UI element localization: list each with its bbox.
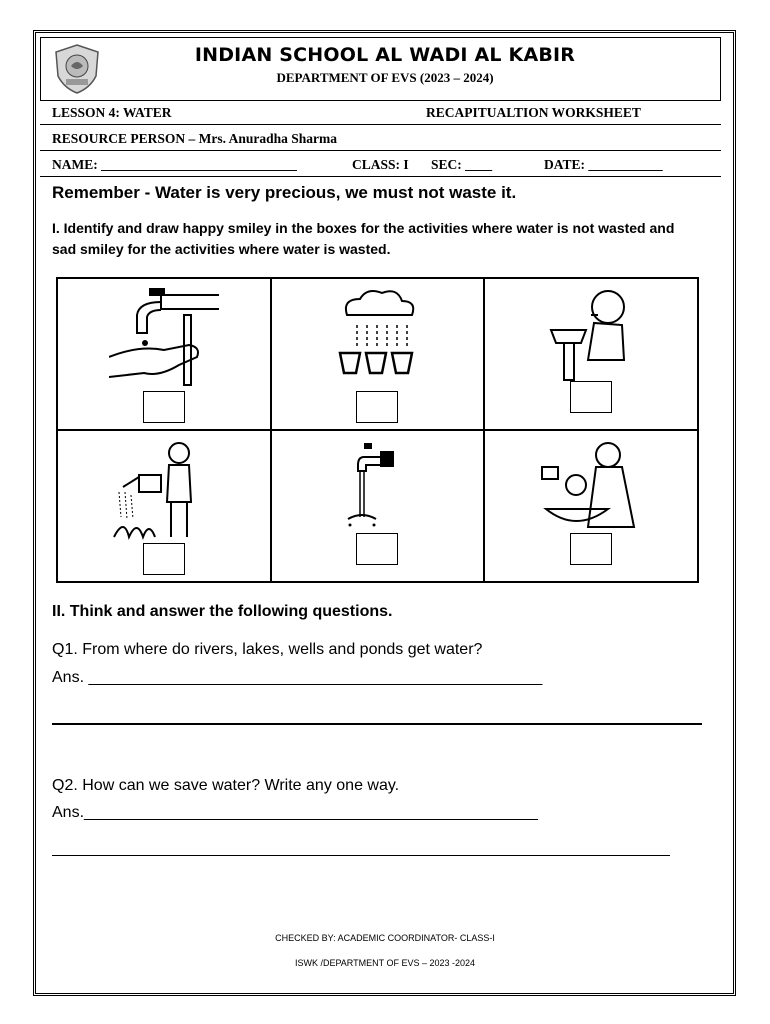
answer-2-line[interactable] <box>52 855 670 856</box>
resource-person: RESOURCE PERSON – Mrs. Anuradha Sharma <box>52 131 338 146</box>
hand-washing-tap-icon <box>109 285 219 390</box>
activity-cell <box>271 430 485 582</box>
divider <box>40 150 721 151</box>
activity-cell <box>484 278 698 430</box>
section2-title: II. Think and answer the following questions. <box>52 603 393 620</box>
answer-box[interactable] <box>143 543 185 575</box>
answer-1-line[interactable] <box>52 723 702 725</box>
answer-box[interactable] <box>570 533 612 565</box>
mother-bathing-child-icon <box>536 437 646 537</box>
divider <box>40 176 721 177</box>
running-tap-icon <box>322 437 432 537</box>
activity-cell <box>271 278 485 430</box>
answer-1-field[interactable]: Ans. ___________________________________________________ <box>52 669 543 686</box>
worksheet-type: RECAPITUALTION WORKSHEET <box>426 105 641 120</box>
department-title: DEPARTMENT OF EVS (2023 – 2024) <box>276 70 494 85</box>
answer-box[interactable] <box>143 391 185 423</box>
child-brushing-teeth-icon <box>536 285 646 390</box>
divider <box>40 124 721 125</box>
activity-cell <box>57 430 271 582</box>
name-field[interactable]: NAME: _____________________________ <box>52 157 297 172</box>
section-field[interactable]: SEC: ____ <box>431 157 493 172</box>
answer-box[interactable] <box>356 533 398 565</box>
section1-instruction: I. Identify and draw happy smiley in the boxes for the activities where water is not wasted and sad smiley for the activities where water is wasted. <box>52 220 675 257</box>
activity-cell <box>484 430 698 582</box>
class-label: CLASS: I <box>352 157 409 172</box>
date-field[interactable]: DATE: ___________ <box>544 157 663 172</box>
answer-2-field[interactable]: Ans.___________________________________________________ <box>52 804 538 821</box>
activity-grid <box>56 277 699 583</box>
rain-collecting-buckets-icon <box>322 285 432 390</box>
activity-cell <box>57 278 271 430</box>
lesson-label: LESSON 4: WATER <box>52 105 172 120</box>
answer-box[interactable] <box>356 391 398 423</box>
boy-watering-plants-icon <box>109 437 219 545</box>
footer-checked-by: CHECKED BY: ACADEMIC COORDINATOR- CLASS-I <box>275 933 495 943</box>
question-2: Q2. How can we save water? Write any one way. <box>52 777 400 794</box>
footer-department: ISWK /DEPARTMENT OF EVS – 2023 -2024 <box>294 958 476 968</box>
question-1: Q1. From where do rivers, lakes, wells and ponds get water? <box>52 641 483 658</box>
remember-note: Remember - Water is very precious, we must not waste it. <box>52 183 517 202</box>
answer-box[interactable] <box>570 381 612 413</box>
school-name: INDIAN SCHOOL AL WADI AL KABIR <box>194 44 576 66</box>
